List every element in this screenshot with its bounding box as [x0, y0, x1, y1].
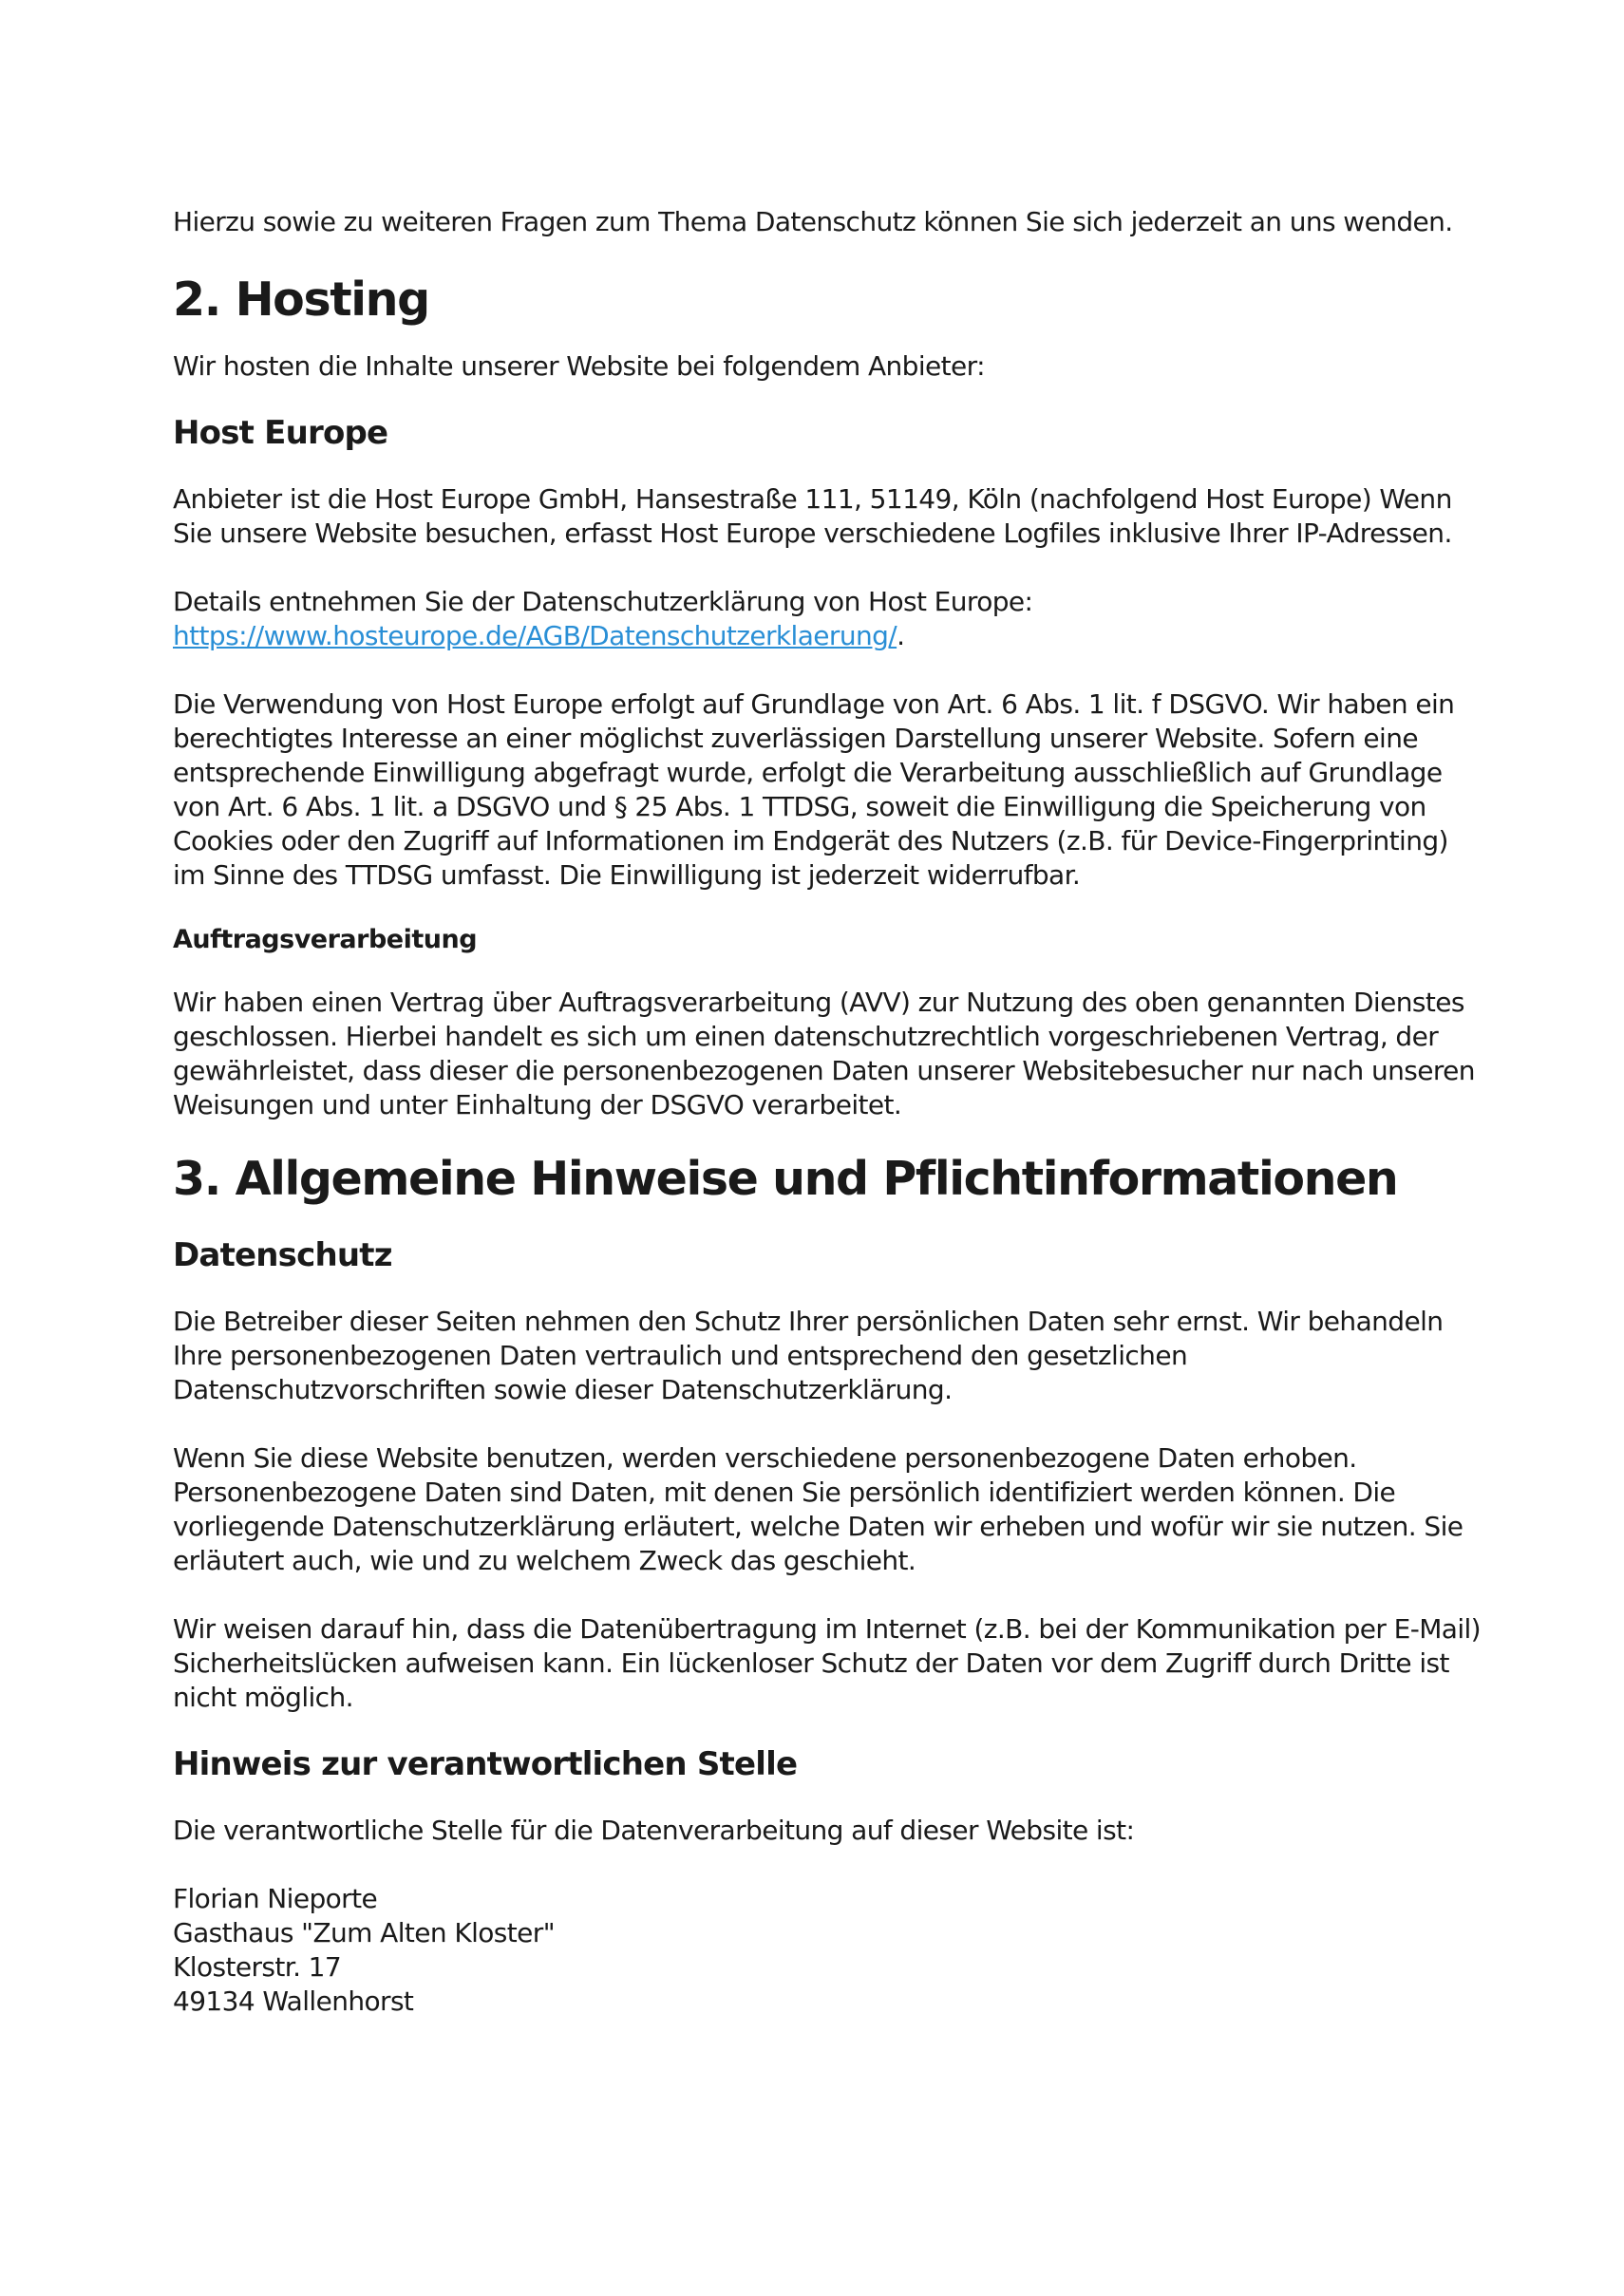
address-city: 49134 Wallenhorst	[173, 1985, 414, 2017]
privacy-heading: Datenschutz	[173, 1236, 392, 1274]
document-page	[173, 205, 1483, 2019]
avv-heading: Auftragsverarbeitung	[173, 925, 478, 954]
address-block	[173, 1882, 1483, 2019]
section-heading-general: 3. Allgemeine Hinweise und Pflichtinformationen	[173, 1152, 1398, 1206]
address-business: Gasthaus "Zum Alten Kloster"	[173, 1917, 555, 1948]
details-suffix: .	[897, 620, 905, 651]
legal-basis-paragraph: Die Verwendung von Host Europe erfolgt auf Grundlage von Art. 6 Abs. 1 lit. f DSGVO. Wir haben ein berechtigtes Interesse an einer möglichst zuverlässigen Darstellung unserer Website. Sofern eine entsprechende Einwilligung abgefragt wurde, erfolgt die Verarbeitung ausschließlich auf Grundlage von Art. 6 Abs. 1 lit. a DSGVO und § 25 Abs. 1 TTDSG, soweit die Einwilligung die Speicherung von Cookies oder den Zugriff auf Informationen im Endgerät des Nutzers (z.B. für Device-Fingerprinting) im Sinne des TTDSG umfasst. Die Einwilligung ist jederzeit widerrufbar.	[173, 688, 1455, 891]
details-paragraph	[173, 585, 1483, 653]
privacy-paragraph-2: Wenn Sie diese Website benutzen, werden verschiedene personenbezogene Daten erhoben. Personenbezogene Daten sind Daten, mit denen Sie persönlich identifiziert werden können. Die vorliegende Datenschutzerklärung erläutert, welche Daten wir erheben und wofür wir sie nutzen. Sie erläutert auch, wie und zu welchem Zweck das geschieht.	[173, 1442, 1463, 1576]
section-heading-hosting: 2. Hosting	[173, 273, 429, 327]
privacy-paragraph-3: Wir weisen darauf hin, dass die Datenübertragung im Internet (z.B. bei der Kommunikation per E-Mail) Sicherheitslücken aufweisen kann. Ein lückenloser Schutz der Daten vor dem Zugriff durch Dritte ist nicht möglich.	[173, 1613, 1482, 1713]
details-text: Details entnehmen Sie der Datenschutzerklärung von Host Europe:	[173, 586, 1033, 617]
avv-paragraph: Wir haben einen Vertrag über Auftragsverarbeitung (AVV) zur Nutzung des oben genannten Dienstes geschlossen. Hierbei handelt es sich um einen datenschutzrechtlich vorgeschriebenen Vertrag, der gewährleistet, dass dieser die personenbezogenen Daten unserer Websitebesucher nur nach unseren Weisungen und unter Einhaltung der DSGVO verarbeitet.	[173, 987, 1475, 1120]
privacy-paragraph-1: Die Betreiber dieser Seiten nehmen den Schutz Ihrer persönlichen Daten sehr ernst. Wir behandeln Ihre personenbezogenen Daten vertraulich und entsprechend den gesetzlichen Datenschutzvorschriften sowie dieser Datenschutzerklärung.	[173, 1306, 1444, 1405]
provider-paragraph: Anbieter ist die Host Europe GmbH, Hansestraße 111, 51149, Köln (nachfolgend Host Europe) Wenn Sie unsere Website besuchen, erfasst Host Europe verschiedene Logfiles inklusive Ihrer IP-Adressen.	[173, 483, 1452, 549]
hosting-intro: Wir hosten die Inhalte unserer Website bei folgendem Anbieter:	[173, 350, 985, 382]
responsible-heading: Hinweis zur verantwortlichen Stelle	[173, 1745, 798, 1783]
address-name: Florian Nieporte	[173, 1883, 378, 1914]
privacy-policy-link[interactable]: https://www.hosteurope.de/AGB/Datenschutzerklaerung/	[173, 620, 897, 651]
responsible-intro: Die verantwortliche Stelle für die Datenverarbeitung auf dieser Website ist:	[173, 1815, 1135, 1846]
intro-paragraph: Hierzu sowie zu weiteren Fragen zum Thema Datenschutz können Sie sich jederzeit an uns wenden.	[173, 206, 1453, 237]
address-street: Klosterstr. 17	[173, 1951, 342, 1983]
provider-heading: Host Europe	[173, 414, 388, 452]
